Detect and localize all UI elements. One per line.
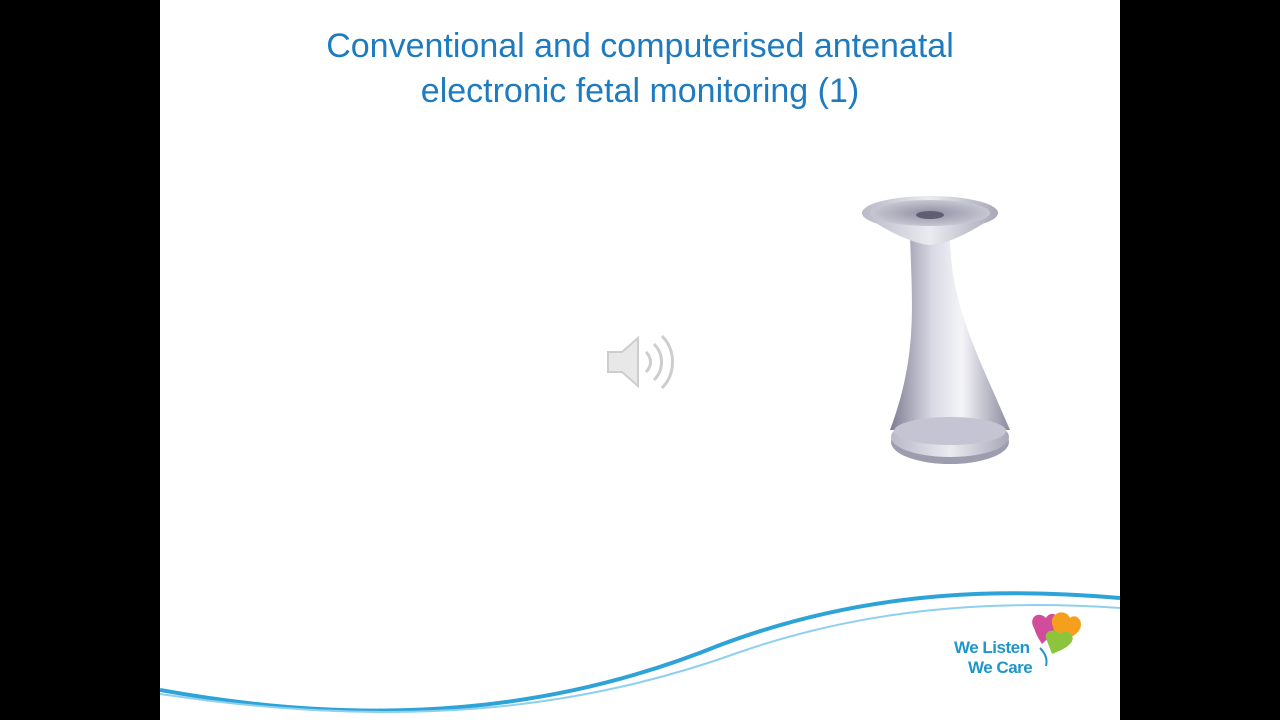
title-line-2: electronic fetal monitoring (1) bbox=[420, 72, 860, 110]
slide bbox=[160, 0, 1120, 720]
logo-text bbox=[954, 638, 1032, 678]
pinard-stethoscope-image bbox=[850, 185, 1020, 485]
we-listen-we-care-logo bbox=[948, 608, 1088, 688]
title-line-1: Conventional and computerised antenatal bbox=[326, 27, 954, 65]
hearts-icon bbox=[1026, 608, 1082, 668]
logo-line-2: We Care bbox=[968, 658, 1033, 677]
speaker-icon[interactable] bbox=[602, 330, 682, 394]
slide-title bbox=[160, 24, 1120, 114]
logo-line-1: We Listen bbox=[954, 638, 1030, 657]
